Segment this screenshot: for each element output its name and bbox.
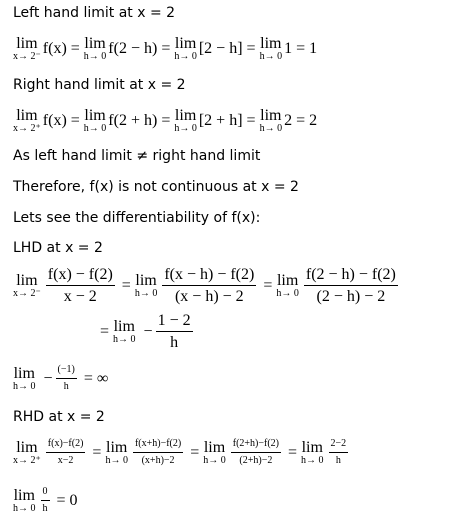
expression: f(x) xyxy=(42,112,67,129)
expression: f(2 − h) xyxy=(108,40,158,57)
rhd-result-equation xyxy=(13,486,78,515)
equals-sign: = xyxy=(83,369,93,387)
fraction: $\frac{2-2}{h}$ xyxy=(330,438,347,466)
limit-operator: lim h→ 0 xyxy=(259,35,283,62)
equals-sign: = xyxy=(288,443,298,461)
fraction: $\frac{f(2+h)-f(2)}{(2+h)-2}$ xyxy=(232,438,279,466)
expression: 2 xyxy=(284,112,293,129)
rhl-heading: Right hand limit at x = 2 xyxy=(13,77,186,93)
fraction: $\frac{f(x) - f(2)}{x - 2}$ xyxy=(47,266,113,305)
limit-operator: lim h→ 0 xyxy=(83,107,107,134)
fraction: $\frac{f(x - h) - f(2)}{(x - h) - 2}$ xyxy=(164,266,255,305)
rhd-heading: RHD at x = 2 xyxy=(13,409,105,425)
equals-sign: = xyxy=(246,40,256,57)
lhd-equation xyxy=(13,266,401,305)
statement-limits-unequal: As left hand limit ≠ right hand limit xyxy=(13,148,261,164)
statement-not-continuous: Therefore, f(x) is not continuous at x = 2 xyxy=(13,179,299,195)
limit-operator: lim x→ 2⁺ xyxy=(13,438,41,466)
equals-sign: = xyxy=(92,443,102,461)
lhd-equation-continued xyxy=(96,312,196,351)
limit-operator: lim h→ 0 xyxy=(259,107,283,134)
result: 0 xyxy=(69,491,78,509)
fraction: $\frac{(-1)}{h}$ xyxy=(57,364,75,392)
fraction: $\frac{f(x)-f(2)}{x-2}$ xyxy=(47,438,84,466)
result: ∞ xyxy=(96,369,109,387)
limit-operator: lim h→ 0 xyxy=(174,107,197,134)
equals-sign: = xyxy=(263,276,273,294)
rhl-equation xyxy=(13,108,317,134)
lhd-result-equation xyxy=(13,364,108,393)
expression: f(2 + h) xyxy=(108,112,158,129)
lhl-equation xyxy=(13,36,317,62)
limit-operator: lim h→ 0 xyxy=(83,35,107,62)
equals-sign: = xyxy=(296,40,306,57)
limit-operator: lim x→ 2⁺ xyxy=(13,107,41,134)
equals-sign: = xyxy=(70,40,80,57)
equals-sign: = xyxy=(121,276,131,294)
lhd-heading: LHD at x = 2 xyxy=(13,240,103,256)
limit-operator: lim x→ 2⁻ xyxy=(13,271,41,299)
limit-operator: lim h→ 0 xyxy=(105,438,128,466)
minus-sign: − xyxy=(43,369,53,387)
limit-operator: lim h→ 0 xyxy=(113,317,136,345)
limit-operator: lim h→ 0 xyxy=(276,271,299,299)
fraction: $\frac{f(x+h)-f(2)}{(x+h)-2}$ xyxy=(134,438,182,466)
statement-differentiability: Lets see the differentiability of f(x): xyxy=(13,210,261,226)
expression: [2 + h] xyxy=(198,112,243,129)
expression: [2 − h] xyxy=(198,40,243,57)
fraction: $\frac{1 - 2}{h}$ xyxy=(157,312,191,351)
equals-sign: = xyxy=(161,40,171,57)
equals-sign: = xyxy=(70,112,80,129)
equals-sign: = xyxy=(246,112,256,129)
fraction: $\frac{0}{h}$ xyxy=(42,486,48,514)
expression: f(x) xyxy=(42,40,67,57)
rhd-equation xyxy=(13,438,351,467)
lhl-heading: Left hand limit at x = 2 xyxy=(13,5,176,21)
equals-sign: = xyxy=(100,322,110,340)
equals-sign: = xyxy=(296,112,306,129)
limit-operator: lim h→ 0 xyxy=(203,438,226,466)
limit-operator: lim x→ 2⁻ xyxy=(13,35,41,62)
limit-operator: lim h→ 0 xyxy=(174,35,197,62)
equals-sign: = xyxy=(161,112,171,129)
equals-sign: = xyxy=(56,491,66,509)
expression: 1 xyxy=(284,40,293,57)
limit-operator: lim h→ 0 xyxy=(134,271,158,299)
result: 2 xyxy=(309,112,318,129)
limit-operator: lim h→ 0 xyxy=(301,438,324,466)
limit-operator: lim h→ 0 xyxy=(13,486,36,514)
minus-sign: − xyxy=(143,322,153,340)
result: 1 xyxy=(309,40,318,57)
limit-operator: lim h→ 0 xyxy=(13,364,36,392)
equals-sign: = xyxy=(190,443,200,461)
fraction: $\frac{f(2 - h) - f(2)}{(2 - h) - 2}$ xyxy=(305,266,396,305)
